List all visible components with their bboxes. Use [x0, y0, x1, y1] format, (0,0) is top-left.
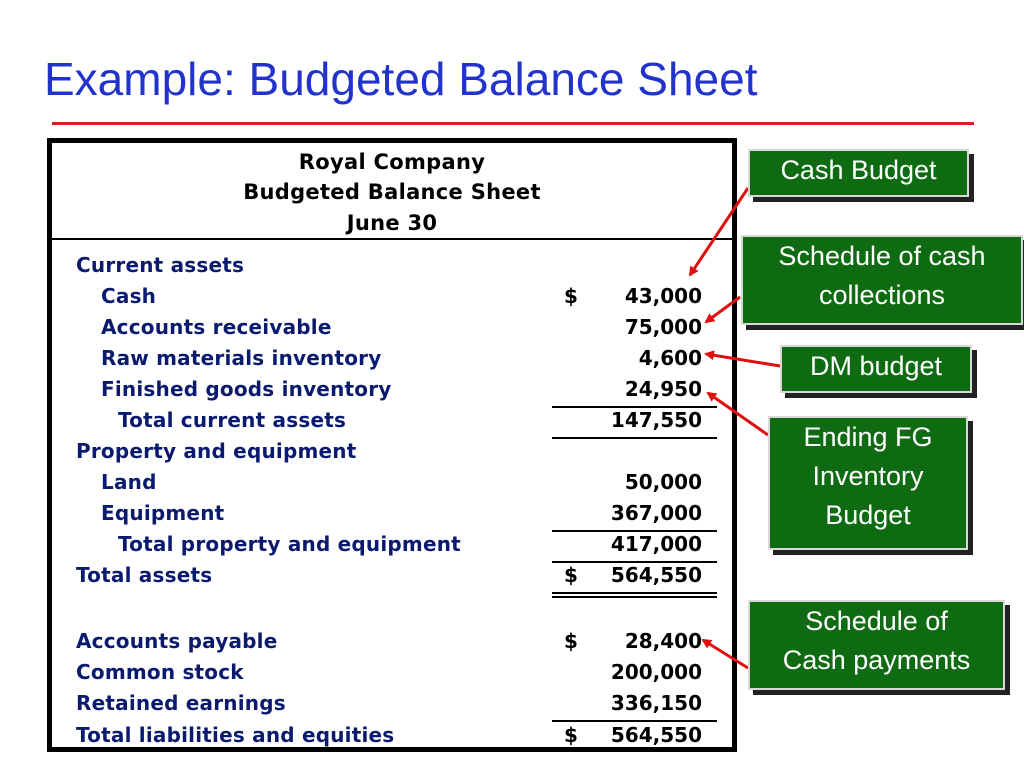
- callout-text: Cash payments: [782, 645, 971, 675]
- row-property-equipment: [52, 436, 732, 467]
- row-currency: $: [564, 563, 578, 587]
- double-underline-top: [552, 592, 717, 594]
- balance-sheet-table: [47, 138, 737, 752]
- row-label: Finished goods inventory: [101, 377, 392, 401]
- row-cash: [52, 281, 732, 312]
- statement-name: Budgeted Balance Sheet: [243, 180, 541, 204]
- row-land: [52, 467, 732, 498]
- callout-text: Ending FG: [803, 422, 933, 452]
- callout-dm-budget: [780, 345, 972, 393]
- row-common-stock: [52, 657, 732, 688]
- row-currency: $: [564, 723, 578, 747]
- row-label: Total assets: [76, 563, 213, 587]
- row-amount: 200,000: [610, 660, 702, 684]
- callout-text: Cash Budget: [780, 155, 937, 185]
- row-amount: 417,000: [610, 532, 702, 556]
- row-accounts-payable: [52, 626, 732, 657]
- row-amount: 4,600: [638, 346, 702, 370]
- title-divider: [52, 122, 974, 125]
- row-currency: $: [564, 284, 578, 308]
- callout-text: Budget: [825, 500, 911, 530]
- callout-ending-fg-inventory: [768, 416, 968, 550]
- double-underline-bottom: [552, 596, 717, 598]
- callout-cash-budget: [748, 149, 969, 197]
- row-amount: 564,550: [610, 563, 702, 587]
- row-label: Total property and equipment: [118, 532, 461, 556]
- row-label: Current assets: [76, 253, 245, 277]
- row-label: Total current assets: [118, 408, 347, 432]
- row-amount: 24,950: [624, 377, 702, 401]
- row-total-current-assets: [52, 405, 732, 436]
- row-amount: 43,000: [624, 284, 702, 308]
- row-accounts-receivable: [52, 312, 732, 343]
- row-label: Accounts receivable: [101, 315, 332, 339]
- row-amount: 564,550: [610, 723, 702, 747]
- callout-cash-collections: [741, 235, 1023, 325]
- row-label: Land: [101, 470, 157, 494]
- callout-text: Schedule of: [805, 606, 948, 636]
- row-label: Property and equipment: [76, 439, 357, 463]
- callout-text: Schedule of cash: [778, 241, 986, 271]
- callout-text: collections: [818, 280, 946, 310]
- row-label: Accounts payable: [76, 629, 278, 653]
- row-amount: 28,400: [624, 629, 702, 653]
- callout-text: DM budget: [809, 351, 943, 381]
- sheet-header: [52, 143, 732, 240]
- row-equipment: [52, 498, 732, 529]
- row-amount: 50,000: [624, 470, 702, 494]
- row-label: Total liabilities and equities: [76, 723, 395, 747]
- row-retained-earnings: [52, 688, 732, 719]
- row-total-liabilities-equities: [52, 720, 732, 751]
- callout-text: Inventory: [812, 461, 924, 491]
- row-currency: $: [564, 629, 578, 653]
- row-amount: 367,000: [610, 501, 702, 525]
- row-finished-goods: [52, 374, 732, 405]
- slide-title: Example: Budgeted Balance Sheet: [44, 53, 758, 105]
- row-label: Cash: [101, 284, 157, 308]
- row-label: Retained earnings: [76, 691, 286, 715]
- callout-cash-payments: [748, 600, 1005, 690]
- row-total-assets: [52, 560, 732, 591]
- company-name: Royal Company: [298, 150, 486, 174]
- row-label: Equipment: [101, 501, 225, 525]
- row-label: Common stock: [76, 660, 244, 684]
- row-amount: 75,000: [624, 315, 702, 339]
- row-amount: 147,550: [610, 408, 702, 432]
- row-raw-materials: [52, 343, 732, 374]
- row-amount: 336,150: [610, 691, 702, 715]
- row-current-assets: [52, 250, 732, 281]
- row-total-property: [52, 529, 732, 560]
- statement-date: June 30: [346, 211, 438, 235]
- row-label: Raw materials inventory: [101, 346, 382, 370]
